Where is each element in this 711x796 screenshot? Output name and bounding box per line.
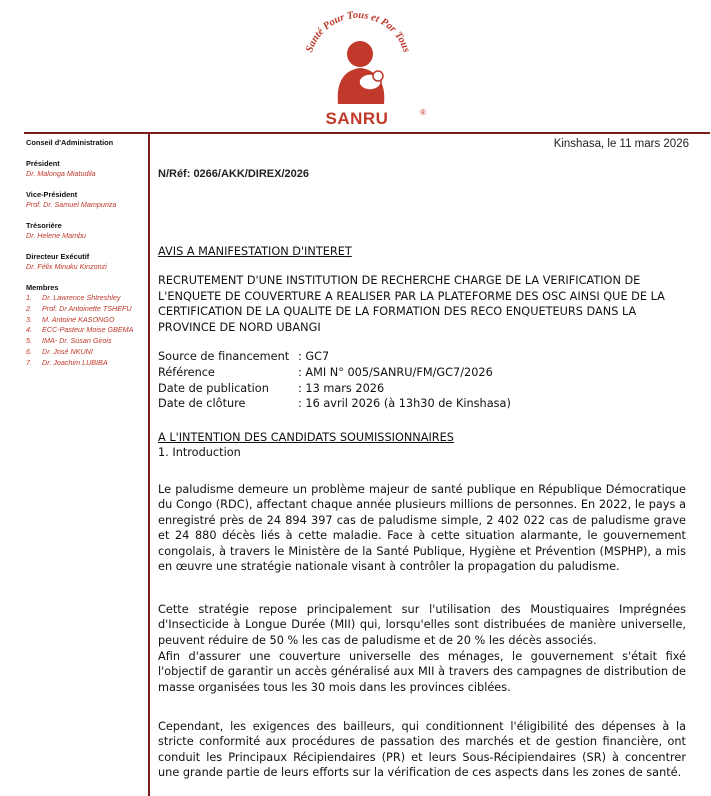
member-item: 7. Dr. Joachim LUBIBA [26,357,108,367]
member-item: 2. Prof. Dr Antoinette TSHEFU [26,303,132,313]
council-group [26,138,146,148]
funding-value: : GC7 [298,350,330,363]
president-label: Président [26,159,60,168]
publication-row [158,381,686,397]
logo-arc-text: Santé Pour Tous et Par Tous [304,9,412,54]
vice-president-group [26,190,146,210]
board-sidebar [26,138,146,380]
member-item: 4. ECC-Pasteur Moise GBEMA [26,325,134,335]
vice-president-name: Prof. Dr. Samuel Mampunza [26,200,117,209]
member-item: 5. IMA- Dr. Susan Girois [26,336,112,346]
closing-row [158,396,686,412]
funding-row [158,349,686,365]
treasurer-name: Dr. Helene Mambu [26,231,87,240]
sanru-logo [298,4,448,132]
members-group [26,283,146,369]
president-name: Dr. Malonga Miatudila [26,169,96,178]
publication-value: : 13 mars 2026 [298,381,385,395]
president-group [26,159,146,179]
logo-emblem [298,4,418,114]
notice-subject: RECRUTEMENT D'UNE INSTITUTION DE RECHERCHE CHARGE DE LA VERIFICATION DE L'ENQUETE DE COUVERTURE A REALISER PAR LA PLATEFORME DES OSC AINSI QUE DE LA CERTIFICATION DE LA QUALITE DE LA FORMATION DES RECO ENQUETEURS DANS LA PROVINCE DE NORD UBANGI [158,274,665,334]
sidebar-rule [148,132,150,796]
reference-row [158,365,686,381]
publication-label: Date de publication [158,381,269,395]
member-item: 1. Dr. Lawrence Shtreshley [26,293,121,302]
council-title: Conseil d'Administration [26,138,114,147]
closing-value: : 16 avril 2026 (à 13h30 de Kinshasa) [298,397,511,411]
paragraph-2: Cette stratégie repose principalement sur l'utilisation des Moustiquaires Imprégnées d'Insecticide à Longue Durée (MII) qui, lorsqu'elles sont distribuées de manière universelle, peuvent réduire de 50 % les cas de paludisme et de 20 % les décès associés. [158,603,686,647]
reference-value: : AMI N° 005/SANRU/FM/GC7/2026 [298,365,493,379]
notice-info [158,349,686,412]
member-item: 6. Dr. José NKUNI [26,346,93,356]
funding-label: Source de financement [158,350,290,363]
logo-registered-mark: ® [420,108,426,117]
treasurer-label: Trésorière [26,221,62,230]
reference-label: Référence [158,365,215,379]
introduction-heading: 1. Introduction [158,446,241,459]
director-group [26,252,146,272]
director-label: Directeur Exécutif [26,252,90,261]
header-rule [24,132,710,134]
paragraph-4: Cependant, les exigences des bailleurs, qui conditionnent l'éligibilité des dépenses à la stricte conformité aux procédures de passation des marchés et de gestion financière, ont conduit les Principaux Récipiendaires (PR) et leurs Sous-Récipiendaires (SR) à concentrer une grande partie de leurs efforts sur la vérification de ces aspects dans les zones de santé. [158,720,686,780]
reference-number: N/Réf: 0266/AKK/DIREX/2026 [158,168,310,180]
member-item: 3. M. Antoine KASONGO [26,314,115,324]
notice-title: AVIS A MANIFESTATION D'INTERET [158,245,352,258]
members-label: Membres [26,283,59,292]
logo-wordmark: SANRU [325,109,389,128]
paragraph-3: Afin d'assurer une couverture universelle des ménages, le gouvernement s'était fixé l'objectif de garantir un accès généralisé aux MII à travers des campagnes de distribution de masse organisées tous les 30 mois dans les provinces ciblées. [158,650,686,694]
paragraph-1: Le paludisme demeure un problème majeur de santé publique en République Démocratique du Congo (RDC), affectant chaque année plusieurs millions de personnes. En 2022, le pays a enregistré près de 24 894 397 cas de paludisme simple, 2 402 022 cas de paludisme grave et 24 880 décès liés à cette maladie. Face à cette situation alarmante, le gouvernement congolais, à travers le Ministère de la Santé Publique, Hygiène et Prévention (MSPHP), a mis en œuvre une stratégie nationale visant à contrôler la propagation du paludisme. [158,483,686,574]
director-name: Dr. Félix Minuku Kinzonzi [26,262,107,271]
candidates-heading: A L'INTENTION DES CANDIDATS SOUMISSIONNAIRES [158,431,454,444]
treasurer-group [26,221,146,241]
closing-label: Date de clôture [158,397,246,411]
child-head-icon [373,71,383,81]
mother-head-icon [347,41,373,67]
vice-president-label: Vice-Président [26,190,78,199]
place-date: Kinshasa, le 11 mars 2026 [553,138,689,150]
